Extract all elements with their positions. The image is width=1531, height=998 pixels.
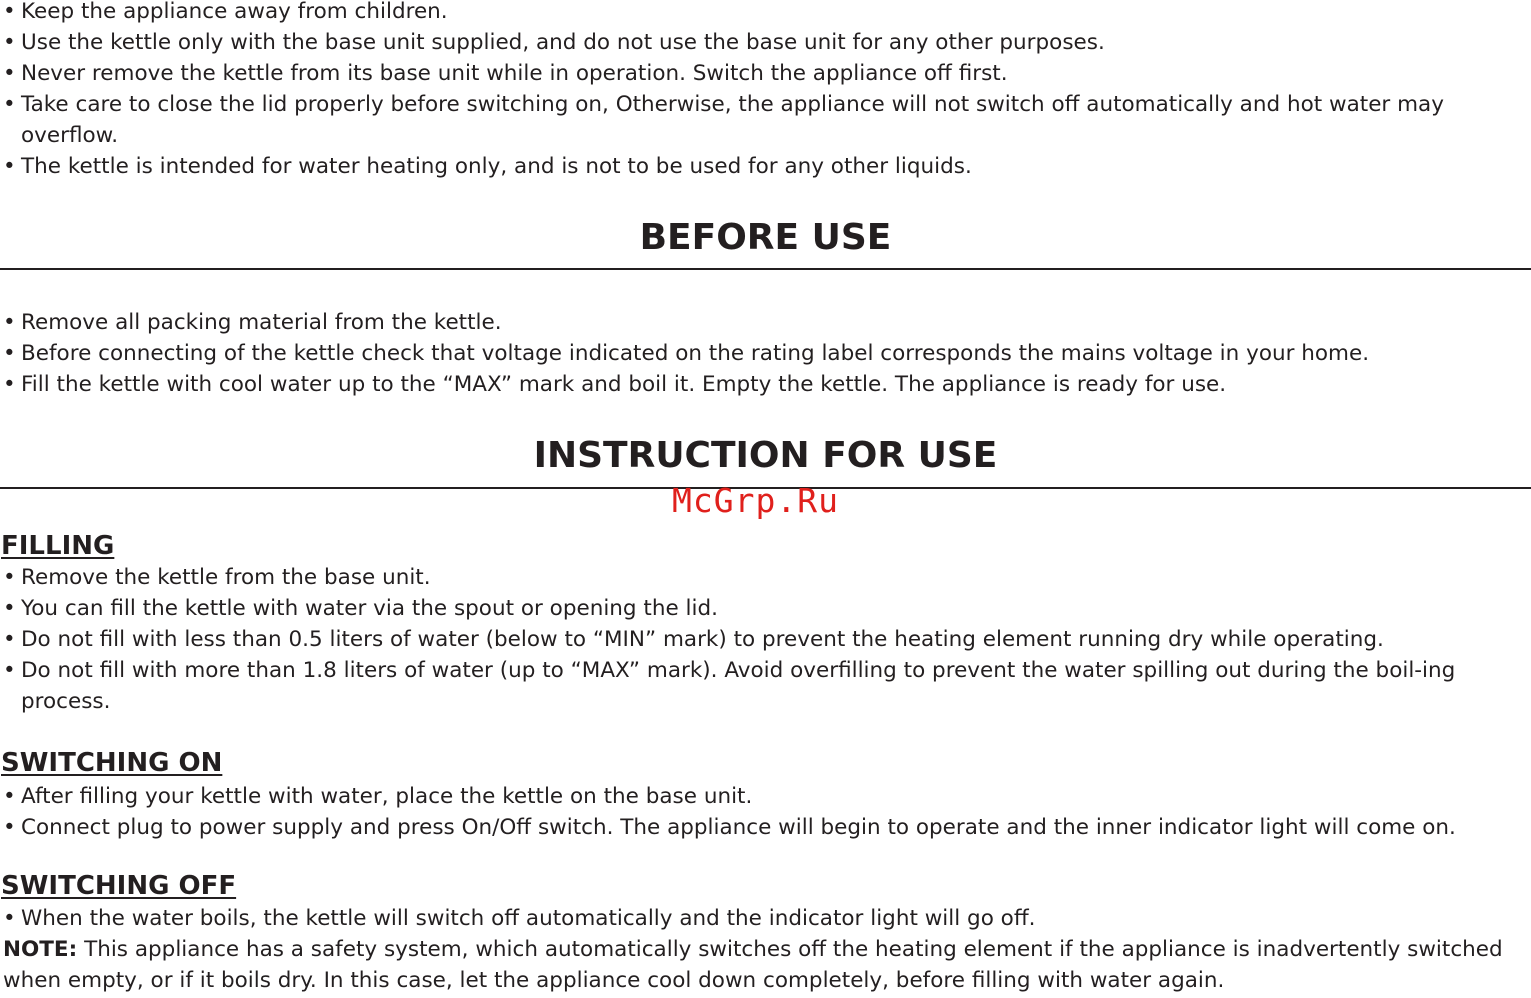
list-item: • You can fill the kettle with water via the spout or opening the lid. [3,593,1523,624]
intro-bullet-list [3,0,1523,182]
list-item: • Use the kettle only with the base unit supplied, and do not use the base unit for any other purposes. [3,27,1523,58]
list-item: • Connect plug to power supply and press On/Off switch. The appliance will begin to operate and the inner indicator light will come on. [3,812,1523,843]
list-item: • Take care to close the lid properly before switching on, Otherwise, the appliance will not switch off automatically and hot water may overflow. [3,89,1523,151]
list-item: • Before connecting of the kettle check that voltage indicated on the rating label corresponds the mains voltage in your home. [3,338,1523,369]
subheading-switching-on: SWITCHING ON [1,748,223,778]
safety-note [3,934,1517,996]
watermark-text: McGrp.Ru [672,481,839,520]
subheading-switching-off: SWITCHING OFF [1,871,237,901]
list-item: • Remove all packing material from the kettle. [3,307,1523,338]
list-item: • When the water boils, the kettle will switch off automatically and the indicator light will go off. [3,903,1523,934]
list-item: • Fill the kettle with cool water up to the “MAX” mark and boil it. Empty the kettle. The appliance is ready for use. [3,369,1523,400]
list-item: • Do not fill with less than 0.5 liters of water (below to “MIN” mark) to prevent the heating element running dry while operating. [3,624,1523,655]
section-divider [0,268,1531,270]
list-item: • After filling your kettle with water, place the kettle on the base unit. [3,781,1523,812]
list-item: • Do not fill with more than 1.8 liters of water (up to “MAX” mark). Avoid overfilling to prevent the water spilling out during the boil-ing process. [3,655,1523,717]
list-item: • Keep the appliance away from children. [3,0,1523,27]
switching-off-bullet-list [3,903,1523,934]
filling-bullet-list [3,562,1523,717]
switching-on-bullet-list [3,781,1523,843]
note-text: This appliance has a safety system, which automatically switches off the heating element if the appliance is inadvertently switched when empty, or if it boils dry. In this case, let the appliance cool down completely, before filling with water again. [3,937,1503,993]
list-item: • Never remove the kettle from its base unit while in operation. Switch the appliance off first. [3,58,1523,89]
note-label: NOTE: [3,937,78,962]
section-title-before-use: BEFORE USE [639,217,892,258]
section-title-instruction-for-use: INSTRUCTION FOR USE [533,435,998,476]
list-item: • Remove the kettle from the base unit. [3,562,1523,593]
list-item: • The kettle is intended for water heating only, and is not to be used for any other liquids. [3,151,1523,182]
before-use-bullet-list [3,307,1523,400]
subheading-filling: FILLING [1,531,115,561]
